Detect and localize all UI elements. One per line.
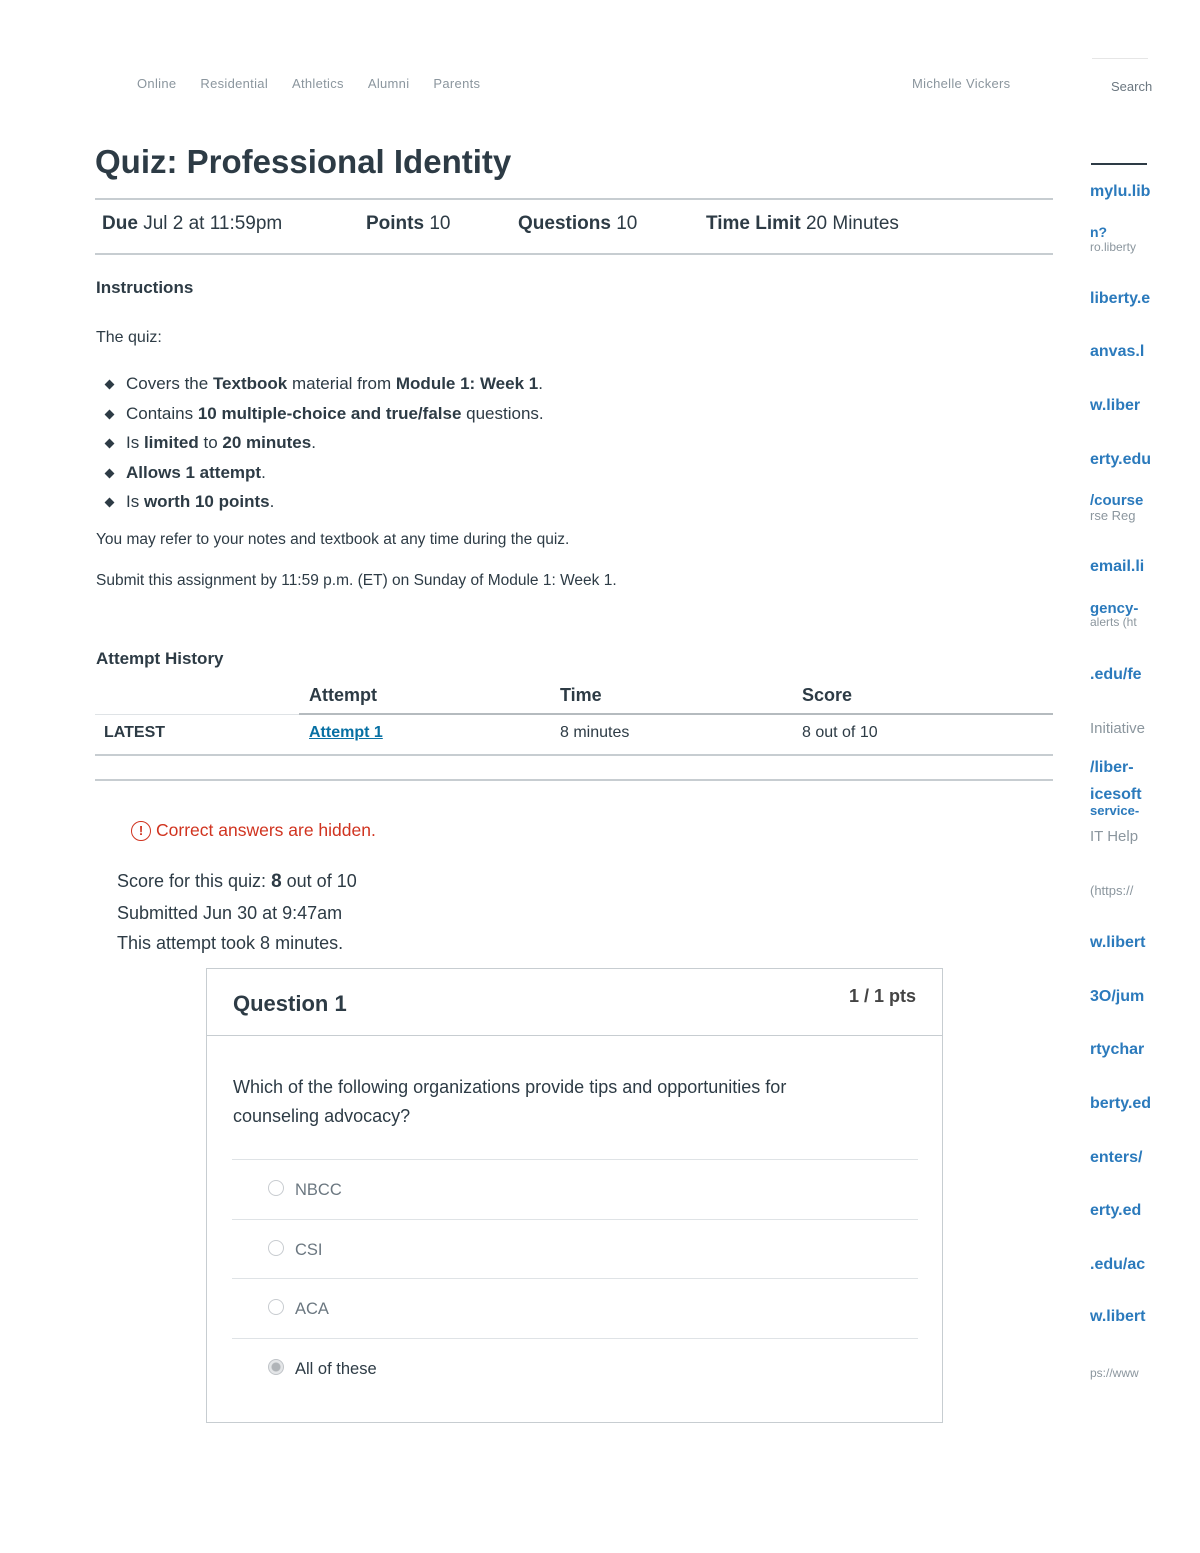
- sidebar-url: ro.liberty: [1090, 240, 1137, 254]
- sidebar-link[interactable]: erty.ed: [1090, 1202, 1142, 1219]
- nav-residential[interactable]: Residential: [200, 76, 269, 91]
- time-limit-value: 20 Minutes: [805, 213, 899, 234]
- sidebar-link[interactable]: berty.ed: [1090, 1095, 1152, 1112]
- title-divider: [95, 198, 1053, 200]
- answer-option-csi[interactable]: [232, 1219, 918, 1279]
- sidebar-link[interactable]: enters/: [1090, 1149, 1143, 1166]
- sidebar-url: ps://www: [1090, 1366, 1139, 1380]
- question-title: Question 1: [233, 991, 347, 1016]
- page-title: Quiz: Professional Identity: [95, 143, 512, 180]
- sidebar-link[interactable]: w.libert: [1090, 934, 1146, 951]
- search-placeholder: Search: [1111, 79, 1153, 94]
- warning-icon: !: [131, 821, 151, 841]
- nav-parents[interactable]: Parents: [433, 76, 481, 91]
- points-detail: [366, 213, 518, 235]
- points-label: Points: [366, 213, 425, 234]
- sidebar-link[interactable]: .edu/fe: [1090, 666, 1142, 683]
- list-item: Is worth 10 points.: [126, 487, 544, 517]
- question-points: 1 / 1 pts: [848, 986, 916, 1006]
- sidebar-divider: [1091, 163, 1147, 165]
- radio-button[interactable]: [268, 1180, 284, 1196]
- sidebar-text: Initiative: [1090, 720, 1146, 737]
- latest-tag: LATEST: [104, 724, 166, 741]
- sidebar-link[interactable]: mylu.lib: [1090, 183, 1151, 200]
- attempt-time: 8 minutes: [560, 724, 630, 741]
- instructions-heading: Instructions: [96, 278, 194, 297]
- time-limit-detail: [706, 213, 899, 235]
- sidebar-link[interactable]: /liber-: [1090, 759, 1134, 776]
- instructions-list: [126, 369, 544, 517]
- search-input[interactable]: [1092, 58, 1153, 114]
- instructions-intro: The quiz:: [96, 329, 162, 346]
- attempt-history-heading: Attempt History: [96, 649, 224, 668]
- due-detail: [102, 213, 366, 235]
- list-item: Allows 1 attempt.: [126, 458, 544, 488]
- duration-line: This attempt took 8 minutes.: [117, 933, 344, 953]
- nav-alumni[interactable]: Alumni: [367, 76, 410, 91]
- radio-button[interactable]: [268, 1240, 284, 1256]
- list-item: Is limited to 20 minutes.: [126, 428, 544, 458]
- sidebar-link[interactable]: rtychar: [1090, 1041, 1145, 1058]
- questions-detail: [518, 213, 706, 235]
- answer-list: [232, 1159, 918, 1397]
- question-text: Which of the following organizations provide tips and opportunities for counseling advocacy?: [233, 1077, 787, 1126]
- radio-button[interactable]: [268, 1299, 284, 1315]
- table-row-divider: [95, 754, 1053, 756]
- column-header-time: Time: [560, 685, 602, 705]
- user-name-link[interactable]: Michelle Vickers: [912, 76, 1011, 91]
- details-divider: [95, 253, 1053, 255]
- submitted-line: Submitted Jun 30 at 9:47am: [117, 902, 343, 923]
- sidebar-link[interactable]: erty.edu: [1090, 451, 1152, 468]
- column-header-attempt: Attempt: [309, 685, 377, 705]
- answer-label: NBCC: [295, 1181, 342, 1199]
- answer-option-all-of-these[interactable]: [232, 1338, 918, 1398]
- sidebar-url: rse Reg: [1090, 508, 1136, 523]
- sidebar-link[interactable]: w.libert: [1090, 1308, 1146, 1325]
- section-divider: [95, 779, 1053, 781]
- score-line: Score for this quiz: 8 out of 10: [117, 871, 357, 892]
- questions-value: 10: [616, 213, 638, 234]
- sidebar-link[interactable]: .edu/ac: [1090, 1256, 1146, 1273]
- sidebar-link[interactable]: n?: [1090, 224, 1108, 240]
- list-item: Contains 10 multiple-choice and true/false questions.: [126, 399, 544, 429]
- points-value: 10: [429, 213, 451, 234]
- sidebar-link[interactable]: gency-: [1090, 600, 1139, 617]
- sidebar-link[interactable]: service-: [1090, 803, 1140, 818]
- quiz-score-summary: [117, 866, 357, 959]
- warning-text: Correct answers are hidden.: [156, 820, 376, 840]
- list-item: Covers the Textbook material from Module 1: Week 1.: [126, 369, 544, 399]
- answer-option-aca[interactable]: [232, 1278, 918, 1338]
- top-nav: [137, 76, 504, 91]
- due-label: Due: [102, 213, 138, 234]
- quiz-details: [102, 213, 899, 235]
- sidebar-link[interactable]: /course: [1090, 492, 1144, 509]
- sidebar-link[interactable]: anvas.l: [1090, 343, 1145, 360]
- table-header-divider: [299, 713, 1053, 715]
- answer-label: CSI: [295, 1240, 323, 1259]
- answer-label: ACA: [295, 1300, 329, 1318]
- sidebar-url: (https://: [1090, 883, 1134, 898]
- attempt-1-link[interactable]: Attempt 1: [309, 724, 383, 741]
- radio-button-selected[interactable]: [268, 1359, 284, 1375]
- submission-note: Submit this assignment by 11:59 p.m. (ET) on Sunday of Module 1: Week 1.: [96, 572, 617, 589]
- nav-online[interactable]: Online: [137, 76, 177, 91]
- question-header: [207, 969, 942, 1036]
- table-header-divider-left: [95, 714, 299, 715]
- answer-option-nbcc[interactable]: [232, 1159, 918, 1219]
- sidebar-link[interactable]: w.liber: [1090, 397, 1141, 414]
- sidebar-link[interactable]: 3O/jum: [1090, 988, 1145, 1005]
- answer-label: All of these: [295, 1359, 377, 1378]
- attempt-score: 8 out of 10: [802, 724, 878, 741]
- sidebar-text: IT Help: [1090, 828, 1139, 845]
- sidebar-link[interactable]: icesoft: [1090, 786, 1142, 803]
- nav-athletics[interactable]: Athletics: [292, 76, 344, 91]
- questions-label: Questions: [518, 213, 611, 234]
- column-header-score: Score: [802, 685, 853, 705]
- sidebar-link[interactable]: email.li: [1090, 558, 1145, 575]
- question-card: [206, 968, 943, 1423]
- instructions-note: You may refer to your notes and textbook at any time during the quiz.: [96, 531, 570, 548]
- sidebar-link[interactable]: liberty.e: [1090, 290, 1151, 307]
- answers-hidden-warning: [131, 820, 376, 841]
- time-limit-label: Time Limit: [706, 213, 801, 234]
- due-value: Jul 2 at 11:59pm: [143, 213, 283, 234]
- score-value: 8: [271, 871, 282, 892]
- sidebar-url: alerts (ht: [1090, 615, 1137, 629]
